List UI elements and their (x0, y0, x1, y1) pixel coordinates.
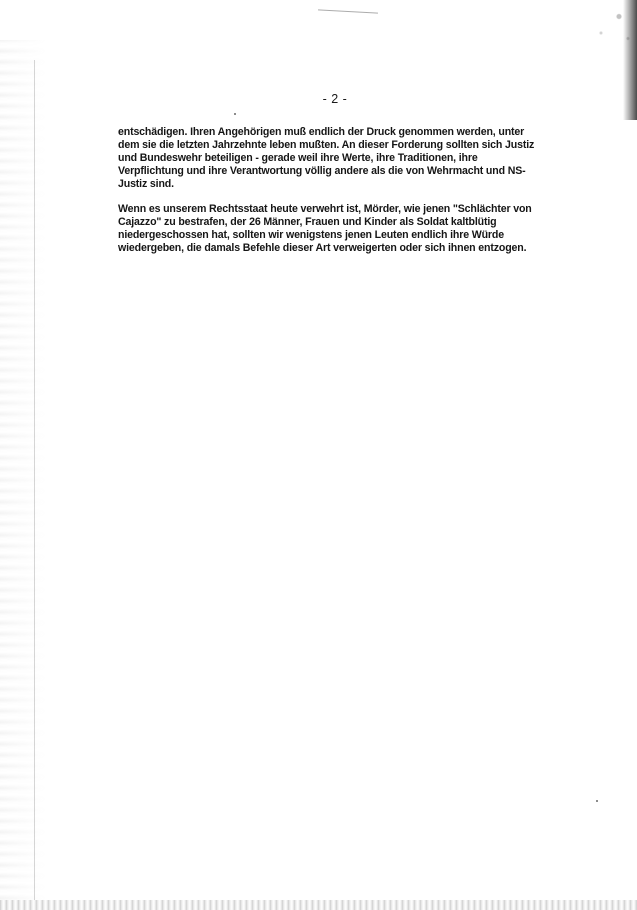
text-line: niedergeschossen hat, sollten wir wenigstens jenen Leuten endlich ihre Würde (118, 229, 504, 241)
scan-speck (596, 800, 598, 802)
paragraph (118, 126, 558, 191)
text-line: Verpflichtung und ihre Verantwortung völlig andere als die von Wehrmacht und NS- (118, 165, 526, 177)
text-line: Cajazzo" zu bestrafen, der 26 Männer, Frauen und Kinder als Soldat kaltblütig (118, 216, 497, 228)
paragraph (118, 203, 558, 255)
scan-corner-marks (577, 0, 637, 55)
text-line: entschädigen. Ihren Angehörigen muß endlich der Druck genommen werden, unter (118, 126, 525, 138)
text-line: Wenn es unserem Rechtsstaat heute verwehrt ist, Mörder, wie jenen "Schlächter von (118, 203, 532, 215)
scan-edge-line (34, 60, 35, 900)
page-number: - 2 - (322, 92, 348, 106)
body-text (118, 126, 558, 267)
scan-edge-left (0, 40, 46, 900)
scan-speck (234, 113, 236, 115)
text-line: dem sie die letzten Jahrzehnte leben mußten. An dieser Forderung sollten sich Justiz (118, 139, 535, 151)
text-line: wiedergeben, die damals Befehle dieser Art verweigerten oder sich ihnen entzogen. (118, 242, 527, 254)
scan-scratch (318, 9, 378, 13)
scan-edge-bottom (0, 900, 637, 910)
text-line: und Bundeswehr beteiligen - gerade weil ihre Werte, ihre Traditionen, ihre (118, 152, 478, 164)
text-line: Justiz sind. (118, 178, 174, 190)
